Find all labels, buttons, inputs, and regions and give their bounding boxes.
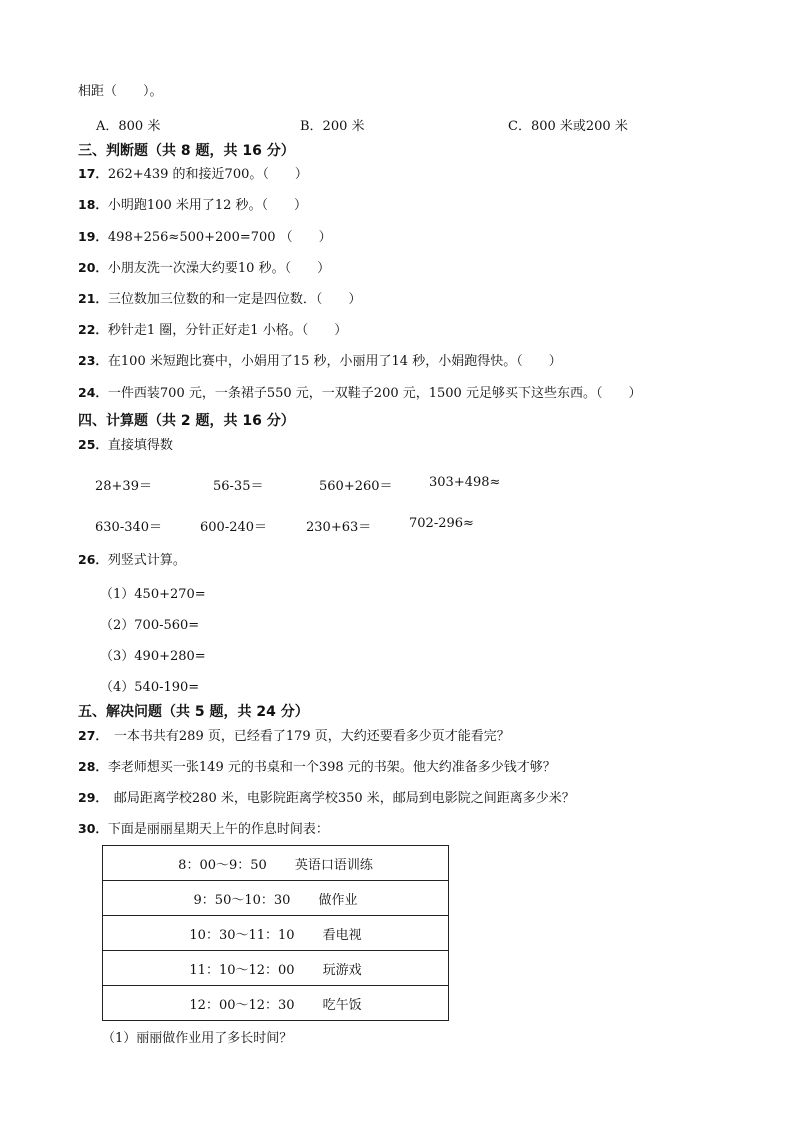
- section-3-heading: 三、判断题（共 8 题，共 16 分）: [78, 143, 295, 159]
- question-number: 28．: [78, 759, 108, 774]
- calc-230-63: 230+63＝: [306, 520, 372, 535]
- question-30-sub-1: （1）丽丽做作业用了多长时间？: [102, 1031, 293, 1046]
- question-20: [78, 259, 330, 278]
- schedule-time: 8：00～9：50: [178, 857, 267, 873]
- question-number: 26．: [78, 552, 108, 567]
- question-28: [78, 758, 556, 777]
- question-number: 19．: [78, 229, 108, 244]
- question-22: [78, 321, 347, 340]
- question-text: 一本书共有289 页，已经看了179 页，大约还要看多少页才能看完？: [113, 729, 510, 744]
- table-row: [103, 951, 449, 986]
- schedule-activity: 做作业: [318, 892, 358, 908]
- question-25: [78, 436, 173, 455]
- question-number: 23．: [78, 353, 108, 368]
- section-4-heading: 四、计算题（共 2 题，共 16 分）: [78, 413, 295, 429]
- question-27: [78, 727, 510, 746]
- table-row: [103, 986, 449, 1021]
- vertical-calc-1: （1）450+270=: [100, 587, 206, 602]
- question-number: 27．: [78, 728, 108, 743]
- question-number: 22．: [78, 322, 108, 337]
- question-number: 18．: [78, 197, 108, 212]
- question-23: [78, 352, 562, 371]
- question-text: 498+256≈500+200=700 （ ）: [107, 230, 332, 245]
- question-number: 24．: [78, 385, 108, 400]
- question-text: 在100 米短跑比赛中，小娟用了15 秒，小丽用了14 秒，小娟跑得快。（ ）: [107, 354, 562, 369]
- schedule-activity: 英语口语训练: [294, 857, 373, 873]
- question-number: 17．: [78, 166, 108, 181]
- question-text: 小明跑100 米用了12 秒。（ ）: [107, 198, 308, 213]
- schedule-time: 10：30～11：10: [189, 927, 295, 943]
- question-text: 一件西装700 元，一条裙子550 元，一双鞋子200 元，1500 元足够买下这些东西。（ ）: [107, 386, 642, 401]
- vertical-calc-3: （3）490+280=: [100, 649, 206, 664]
- question-text: 列竖式计算。: [107, 553, 186, 568]
- section-5-heading: 五、解决问题（共 5 题，共 24 分）: [78, 704, 309, 720]
- question-29: [78, 789, 575, 808]
- question-19: [78, 228, 332, 247]
- vertical-calc-2: （2）700-560=: [100, 618, 200, 633]
- question-text: 262+439 的和接近700。（ ）: [107, 167, 308, 182]
- vertical-calc-4: （4）540-190=: [100, 680, 200, 695]
- question-16-continuation: 相距（ ）。: [78, 84, 163, 99]
- schedule-activity: 吃午饭: [322, 997, 362, 1013]
- question-17: [78, 165, 308, 184]
- question-number: 29．: [78, 790, 108, 805]
- schedule-time: 11：10～12：00: [189, 962, 295, 978]
- question-text: 秒针走1 圈，分针正好走1 小格。（ ）: [107, 323, 348, 338]
- question-number: 21．: [78, 291, 108, 306]
- question-text: 小朋友洗一次澡大约要10 秒。（ ）: [107, 261, 331, 276]
- question-18: [78, 196, 307, 215]
- calc-56-35: 56-35＝: [213, 479, 264, 494]
- question-24: [78, 384, 641, 403]
- table-row: [103, 881, 449, 916]
- option-b: B．200 米: [300, 119, 365, 134]
- calc-560-260: 560+260＝: [319, 479, 393, 494]
- question-26: [78, 551, 186, 570]
- calc-303-498: 303+498≈: [429, 475, 501, 490]
- calc-600-240: 600-240＝: [200, 520, 268, 535]
- question-text: 邮局距离学校280 米，电影院距离学校350 米，邮局到电影院之间距离多少米？: [113, 791, 575, 806]
- schedule-activity: 玩游戏: [322, 962, 362, 978]
- question-number: 20．: [78, 260, 108, 275]
- table-row: [103, 846, 449, 881]
- question-30: [78, 820, 329, 839]
- option-c: C．800 米或200 米: [508, 119, 628, 134]
- calc-702-296: 702-296≈: [409, 516, 474, 531]
- calc-28-39: 28+39＝: [95, 479, 152, 494]
- question-text: 下面是丽丽星期天上午的作息时间表：: [107, 822, 329, 837]
- question-number: 30．: [78, 821, 108, 836]
- schedule-activity: 看电视: [322, 927, 362, 943]
- schedule-table: [102, 845, 449, 1021]
- question-text: 直接填得数: [107, 438, 173, 453]
- schedule-time: 9：50～10：30: [193, 892, 291, 908]
- question-text: 三位数加三位数的和一定是四位数．（ ）: [107, 292, 362, 307]
- table-row: [103, 916, 449, 951]
- calc-630-340: 630-340＝: [95, 520, 163, 535]
- question-21: [78, 290, 361, 309]
- schedule-time: 12：00～12：30: [189, 997, 295, 1013]
- question-text: 李老师想买一张149 元的书桌和一个398 元的书架。他大约准备多少钱才够？: [107, 760, 556, 775]
- option-a: A．800 米: [96, 119, 161, 134]
- question-number: 25．: [78, 437, 108, 452]
